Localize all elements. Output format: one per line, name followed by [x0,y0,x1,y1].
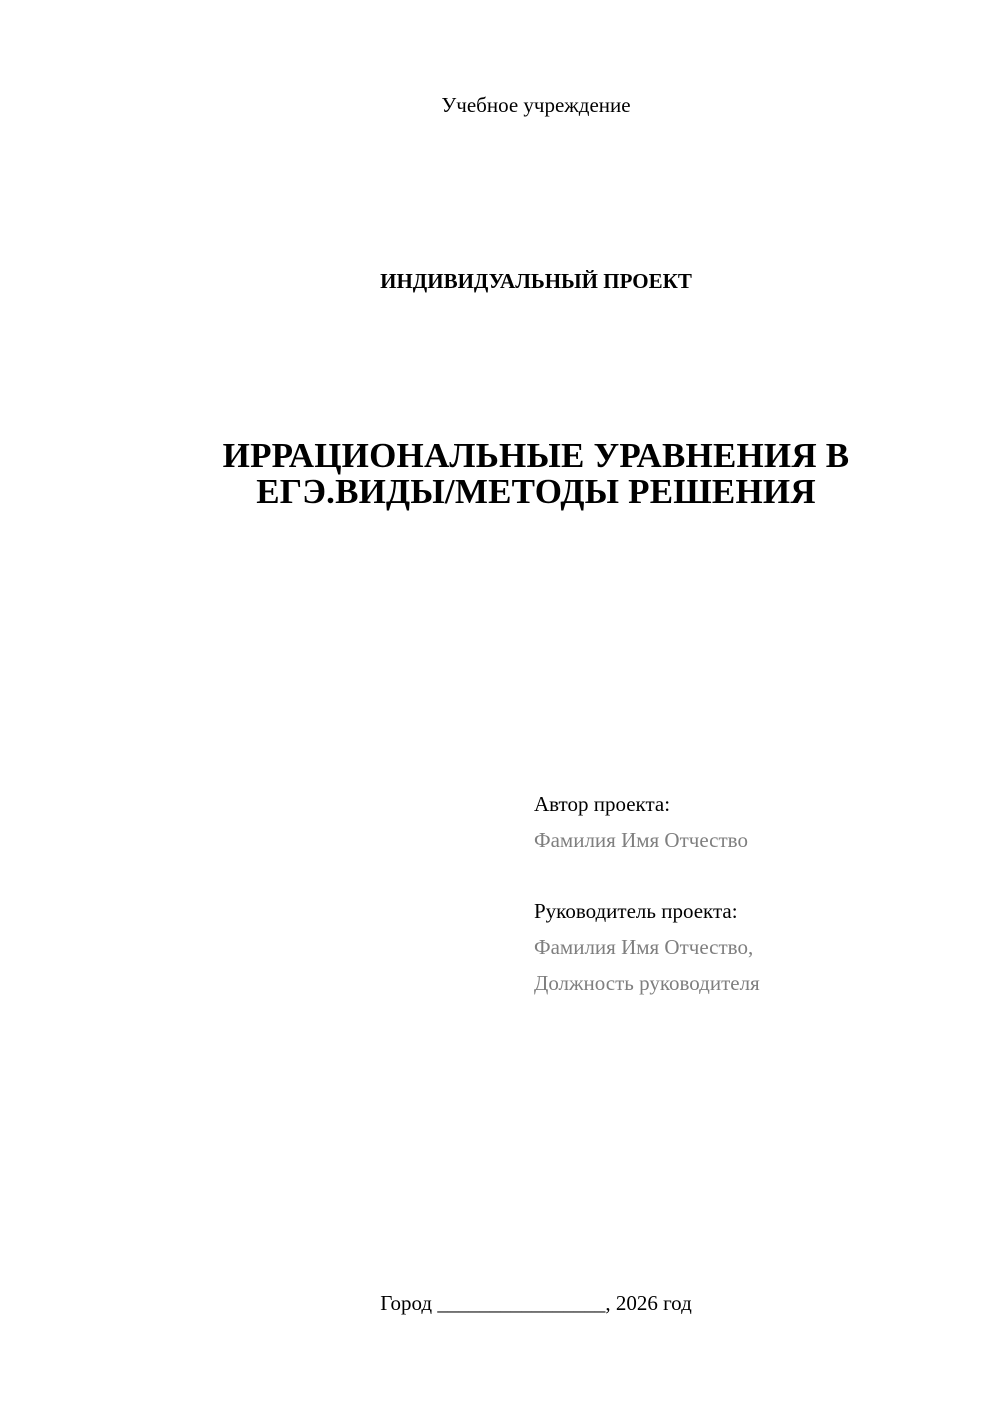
document-type-heading: ИНДИВИДУАЛЬНЫЙ ПРОЕКТ [380,269,692,293]
author-name: Фамилия Имя Отчество [534,828,748,852]
supervisor-block [534,893,954,1001]
supervisor-label: Руководитель проекта: [534,899,738,923]
author-block [534,786,954,858]
supervisor-name: Фамилия Имя Отчество, [534,935,754,959]
supervisor-position: Должность руководителя [534,971,760,995]
project-title-line-2: ЕГЭ.ВИДЫ/МЕТОДЫ РЕШЕНИЯ [256,472,816,511]
project-title-line-1: ИРРАЦИОНАЛЬНЫЕ УРАВНЕНИЯ В [222,436,850,475]
institution-name: Учебное учреждение [441,93,631,117]
project-title [160,438,912,510]
city-year-line: Город ________________, 2026 год [380,1291,692,1315]
author-label: Автор проекта: [534,792,671,816]
